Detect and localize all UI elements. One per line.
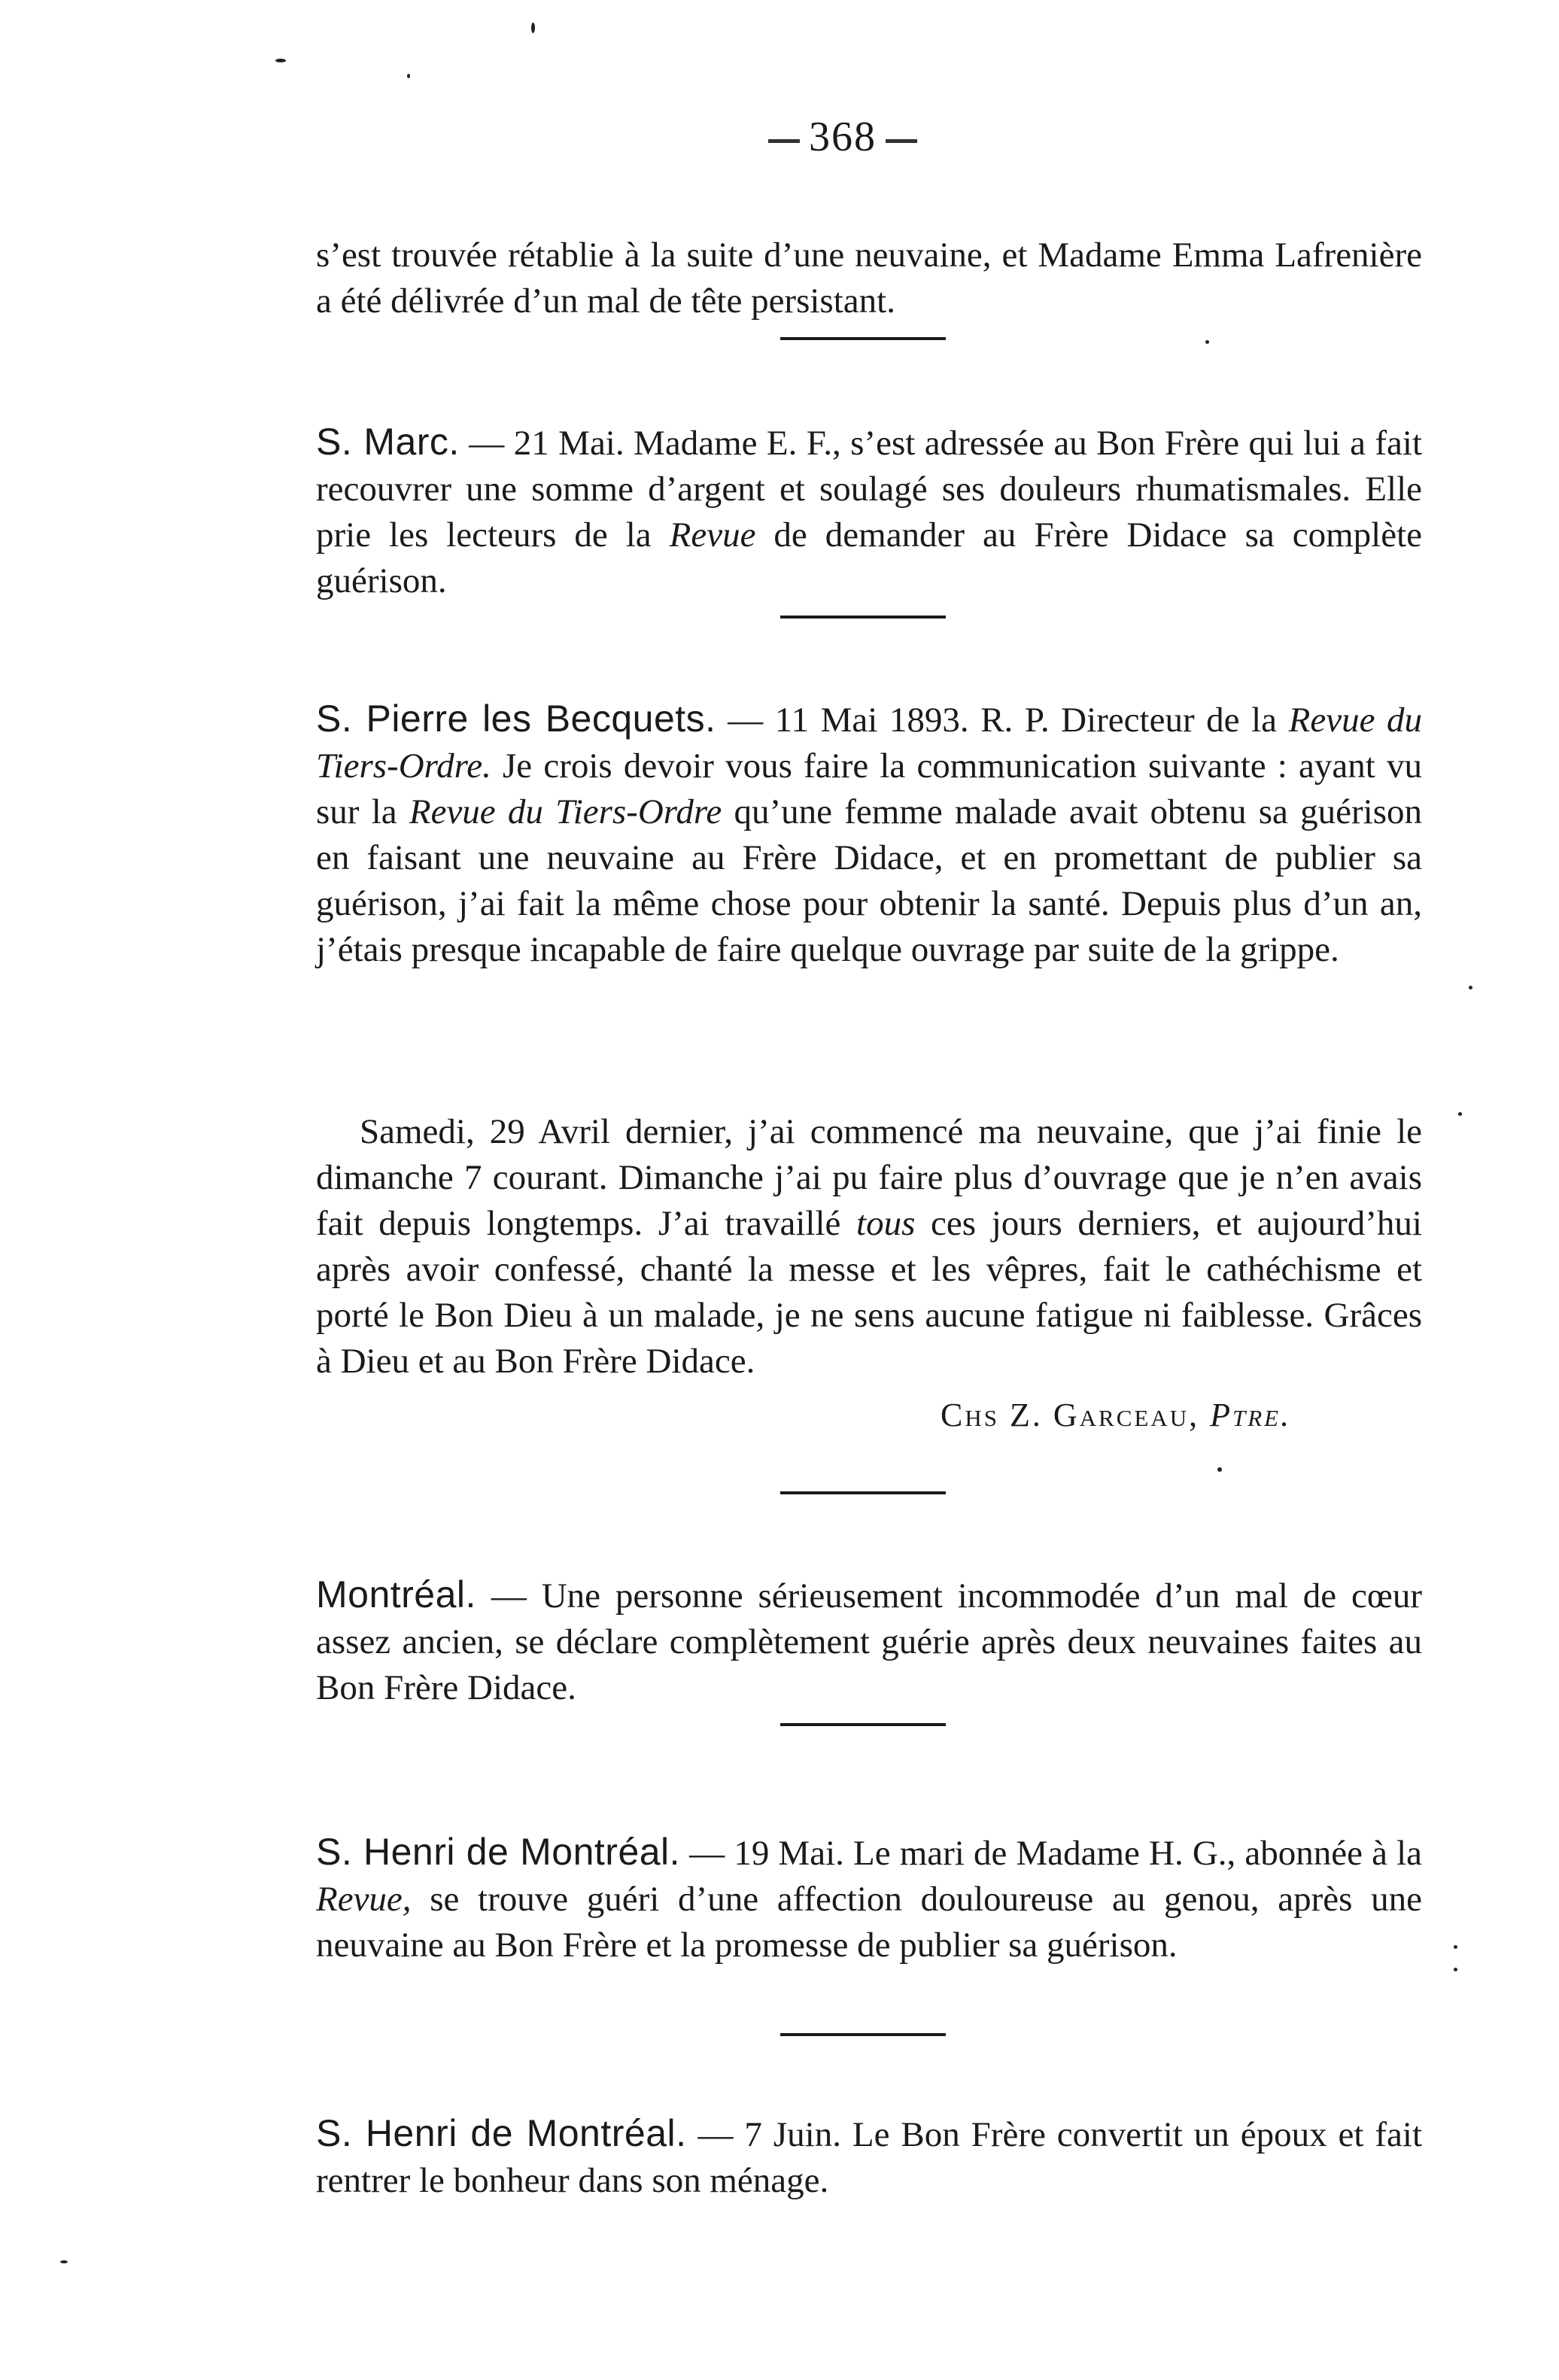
entry-emphasis: Revue du Tiers-Ordre. xyxy=(316,701,1423,786)
intro-paragraph xyxy=(316,233,1422,324)
entry-heading: S. Marc. xyxy=(316,421,460,463)
scan-speck xyxy=(1205,340,1209,344)
scan-speck xyxy=(1469,986,1472,989)
entry-heading: S. Henri de Montréal. xyxy=(316,2112,687,2154)
separator-rule xyxy=(780,337,946,340)
scan-speck xyxy=(407,74,410,78)
signature xyxy=(941,1396,1422,1434)
entry-heading: Montréal. xyxy=(316,1573,476,1616)
entry-saint-henri-2 xyxy=(316,2111,1422,2204)
entry-emphasis: Revue du Tiers-Ordre xyxy=(409,792,722,831)
scan-speck xyxy=(1454,1945,1457,1949)
entry-text: 7 Juin. Le Bon Frère convertit un époux et fait rentrer le bonheur dans son ménage. xyxy=(316,2115,1423,2200)
entry-text: de demander au Frère Didace sa complète guérison. xyxy=(316,515,1423,600)
entry-dash: — xyxy=(680,1834,734,1873)
scan-speck xyxy=(1454,1968,1457,1971)
entry-dash: — xyxy=(459,424,514,463)
entry-montreal xyxy=(316,1572,1422,1711)
entry-text: 19 Mai. Le mari de Madame H. G., abonnée à la xyxy=(734,1834,1422,1873)
entry-dash: — xyxy=(476,1576,542,1616)
entry-saint-henri-1 xyxy=(316,1829,1422,1968)
entry-saint-pierre xyxy=(316,696,1422,973)
entry-text: Je crois devoir vous faire la communication suivante : ayant vu sur la xyxy=(316,746,1422,831)
scan-speck xyxy=(275,59,286,62)
entry-emphasis: Revue xyxy=(669,515,756,555)
entry-text: se trouve guéri d’une affection douloureuse au genou, après une neuvaine au Bon Frère et la promesse de publier sa guérison. xyxy=(316,1880,1422,1965)
entry-text: qu’une femme malade avait obtenu sa guérison en faisant une neuvaine au Frère Didace, et en promettant de publier sa guérison, j’ai fait la même chose pour obtenir la santé. Depuis plus d’un an, j’étais presque incapable de faire quelque ouvrage par suite de la grippe. xyxy=(316,792,1422,969)
separator-rule xyxy=(780,616,946,619)
entry-text: Une personne sérieusement incommodée d’un mal de cœur assez ancien, se déclare complètement guérie après deux neuvaines faites au Bon Frère Didace. xyxy=(316,1576,1422,1707)
scan-speck xyxy=(60,2260,68,2263)
entry-dash: — xyxy=(716,701,775,740)
entry-text: ces jours derniers, et aujourd’hui après avoir confessé, chanté la messe et les vêpres, fait le cathéchisme et porté le Bon Dieu à un malade, je ne sens aucune fatigue ni faiblesse. Grâces à Dieu et au Bon Frère Didace. xyxy=(316,1204,1422,1381)
entry-dash: — xyxy=(686,2115,745,2154)
scan-speck xyxy=(1217,1467,1222,1472)
scan-speck xyxy=(531,23,535,33)
scan-speck xyxy=(1458,1112,1462,1116)
entry-heading: S. Pierre les Becquets. xyxy=(316,698,716,740)
entry-text: 21 Mai. Madame E. F., s’est adressée au Bon Frère qui lui a fait recouvrer une somme d’argent et soulagé ses douleurs rhumatismales. Elle prie les lecteurs de la xyxy=(316,424,1423,555)
separator-rule xyxy=(780,2033,946,2036)
entry-emphasis: tous xyxy=(856,1204,916,1243)
entry-saint-pierre-continued xyxy=(316,1109,1422,1385)
entry-saint-marc xyxy=(316,419,1422,604)
separator-rule xyxy=(780,1723,946,1726)
entry-text: Samedi, 29 Avril dernier, j’ai commencé ma neuvaine, que j’ai finie le dimanche 7 courant. Dimanche j’ai pu faire plus d’ouvrage que je n’en avais fait depuis longtemps. J’ai travaillé xyxy=(316,1112,1422,1243)
separator-rule xyxy=(780,1491,946,1494)
intro-text: s’est trouvée rétablie à la suite d’une neuvaine, et Madame Emma Lafrenière a été délivrée d’un mal de tête persistant. xyxy=(316,236,1422,321)
entry-heading: S. Henri de Montréal. xyxy=(316,1831,681,1873)
signature-name: Chs Z. Garceau, xyxy=(941,1397,1211,1433)
entry-emphasis: Revue, xyxy=(316,1880,412,1919)
page-number: 368 xyxy=(752,113,933,161)
signature-title: Ptre. xyxy=(1210,1397,1292,1433)
entry-text: 11 Mai 1893. R. P. Directeur de la xyxy=(774,701,1289,740)
